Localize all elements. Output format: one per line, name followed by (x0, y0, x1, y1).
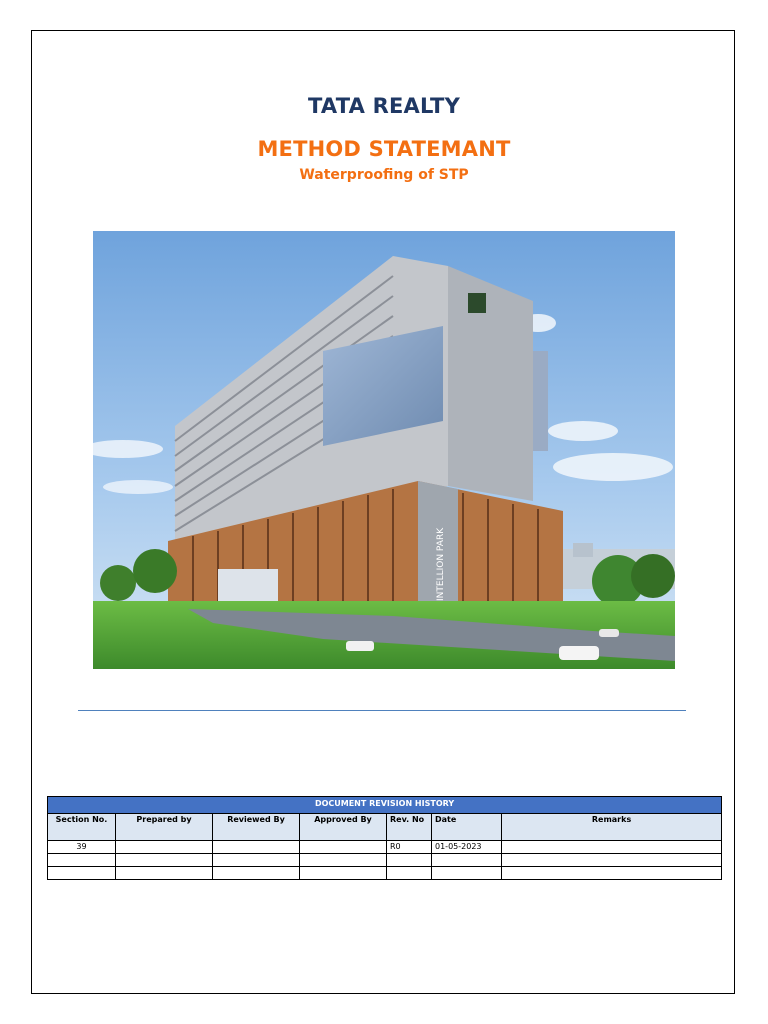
table-cell (387, 854, 432, 867)
building-rendering-image (93, 231, 675, 669)
table-cell: 01-05-2023 (432, 841, 502, 854)
table-cell (432, 867, 502, 880)
horizontal-rule (78, 710, 686, 711)
table-header-row (48, 814, 722, 841)
table-cell (502, 867, 722, 880)
table-cell (48, 867, 116, 880)
column-header: Reviewed By (213, 814, 300, 841)
table-cell (300, 841, 387, 854)
column-header: Rev. No (387, 814, 432, 841)
table-cell (432, 854, 502, 867)
table-cell (502, 841, 722, 854)
table-cell (116, 854, 213, 867)
company-title: TATA REALTY (308, 94, 460, 118)
table-cell: R0 (387, 841, 432, 854)
column-header: Approved By (300, 814, 387, 841)
table-cell (502, 854, 722, 867)
facade-sign-text: INTELLION PARK (436, 527, 446, 601)
document-subject: Waterproofing of STP (299, 167, 469, 183)
table-cell (213, 854, 300, 867)
table-row (48, 841, 722, 854)
document-type-title: METHOD STATEMANT (257, 137, 511, 161)
table-row (48, 854, 722, 867)
table-cell (300, 854, 387, 867)
table-cell (387, 867, 432, 880)
table-cell: 39 (48, 841, 116, 854)
column-header: Remarks (502, 814, 722, 841)
column-header: Date (432, 814, 502, 841)
table-cell (116, 841, 213, 854)
table-row (48, 867, 722, 880)
column-header: Prepared by (116, 814, 213, 841)
table-cell (300, 867, 387, 880)
table-cell (213, 867, 300, 880)
table-caption: DOCUMENT REVISION HISTORY (48, 797, 722, 814)
table-cell (48, 854, 116, 867)
document-revision-history-table (47, 796, 722, 880)
column-header: Section No. (48, 814, 116, 841)
table-cell (213, 841, 300, 854)
table-cell (116, 867, 213, 880)
